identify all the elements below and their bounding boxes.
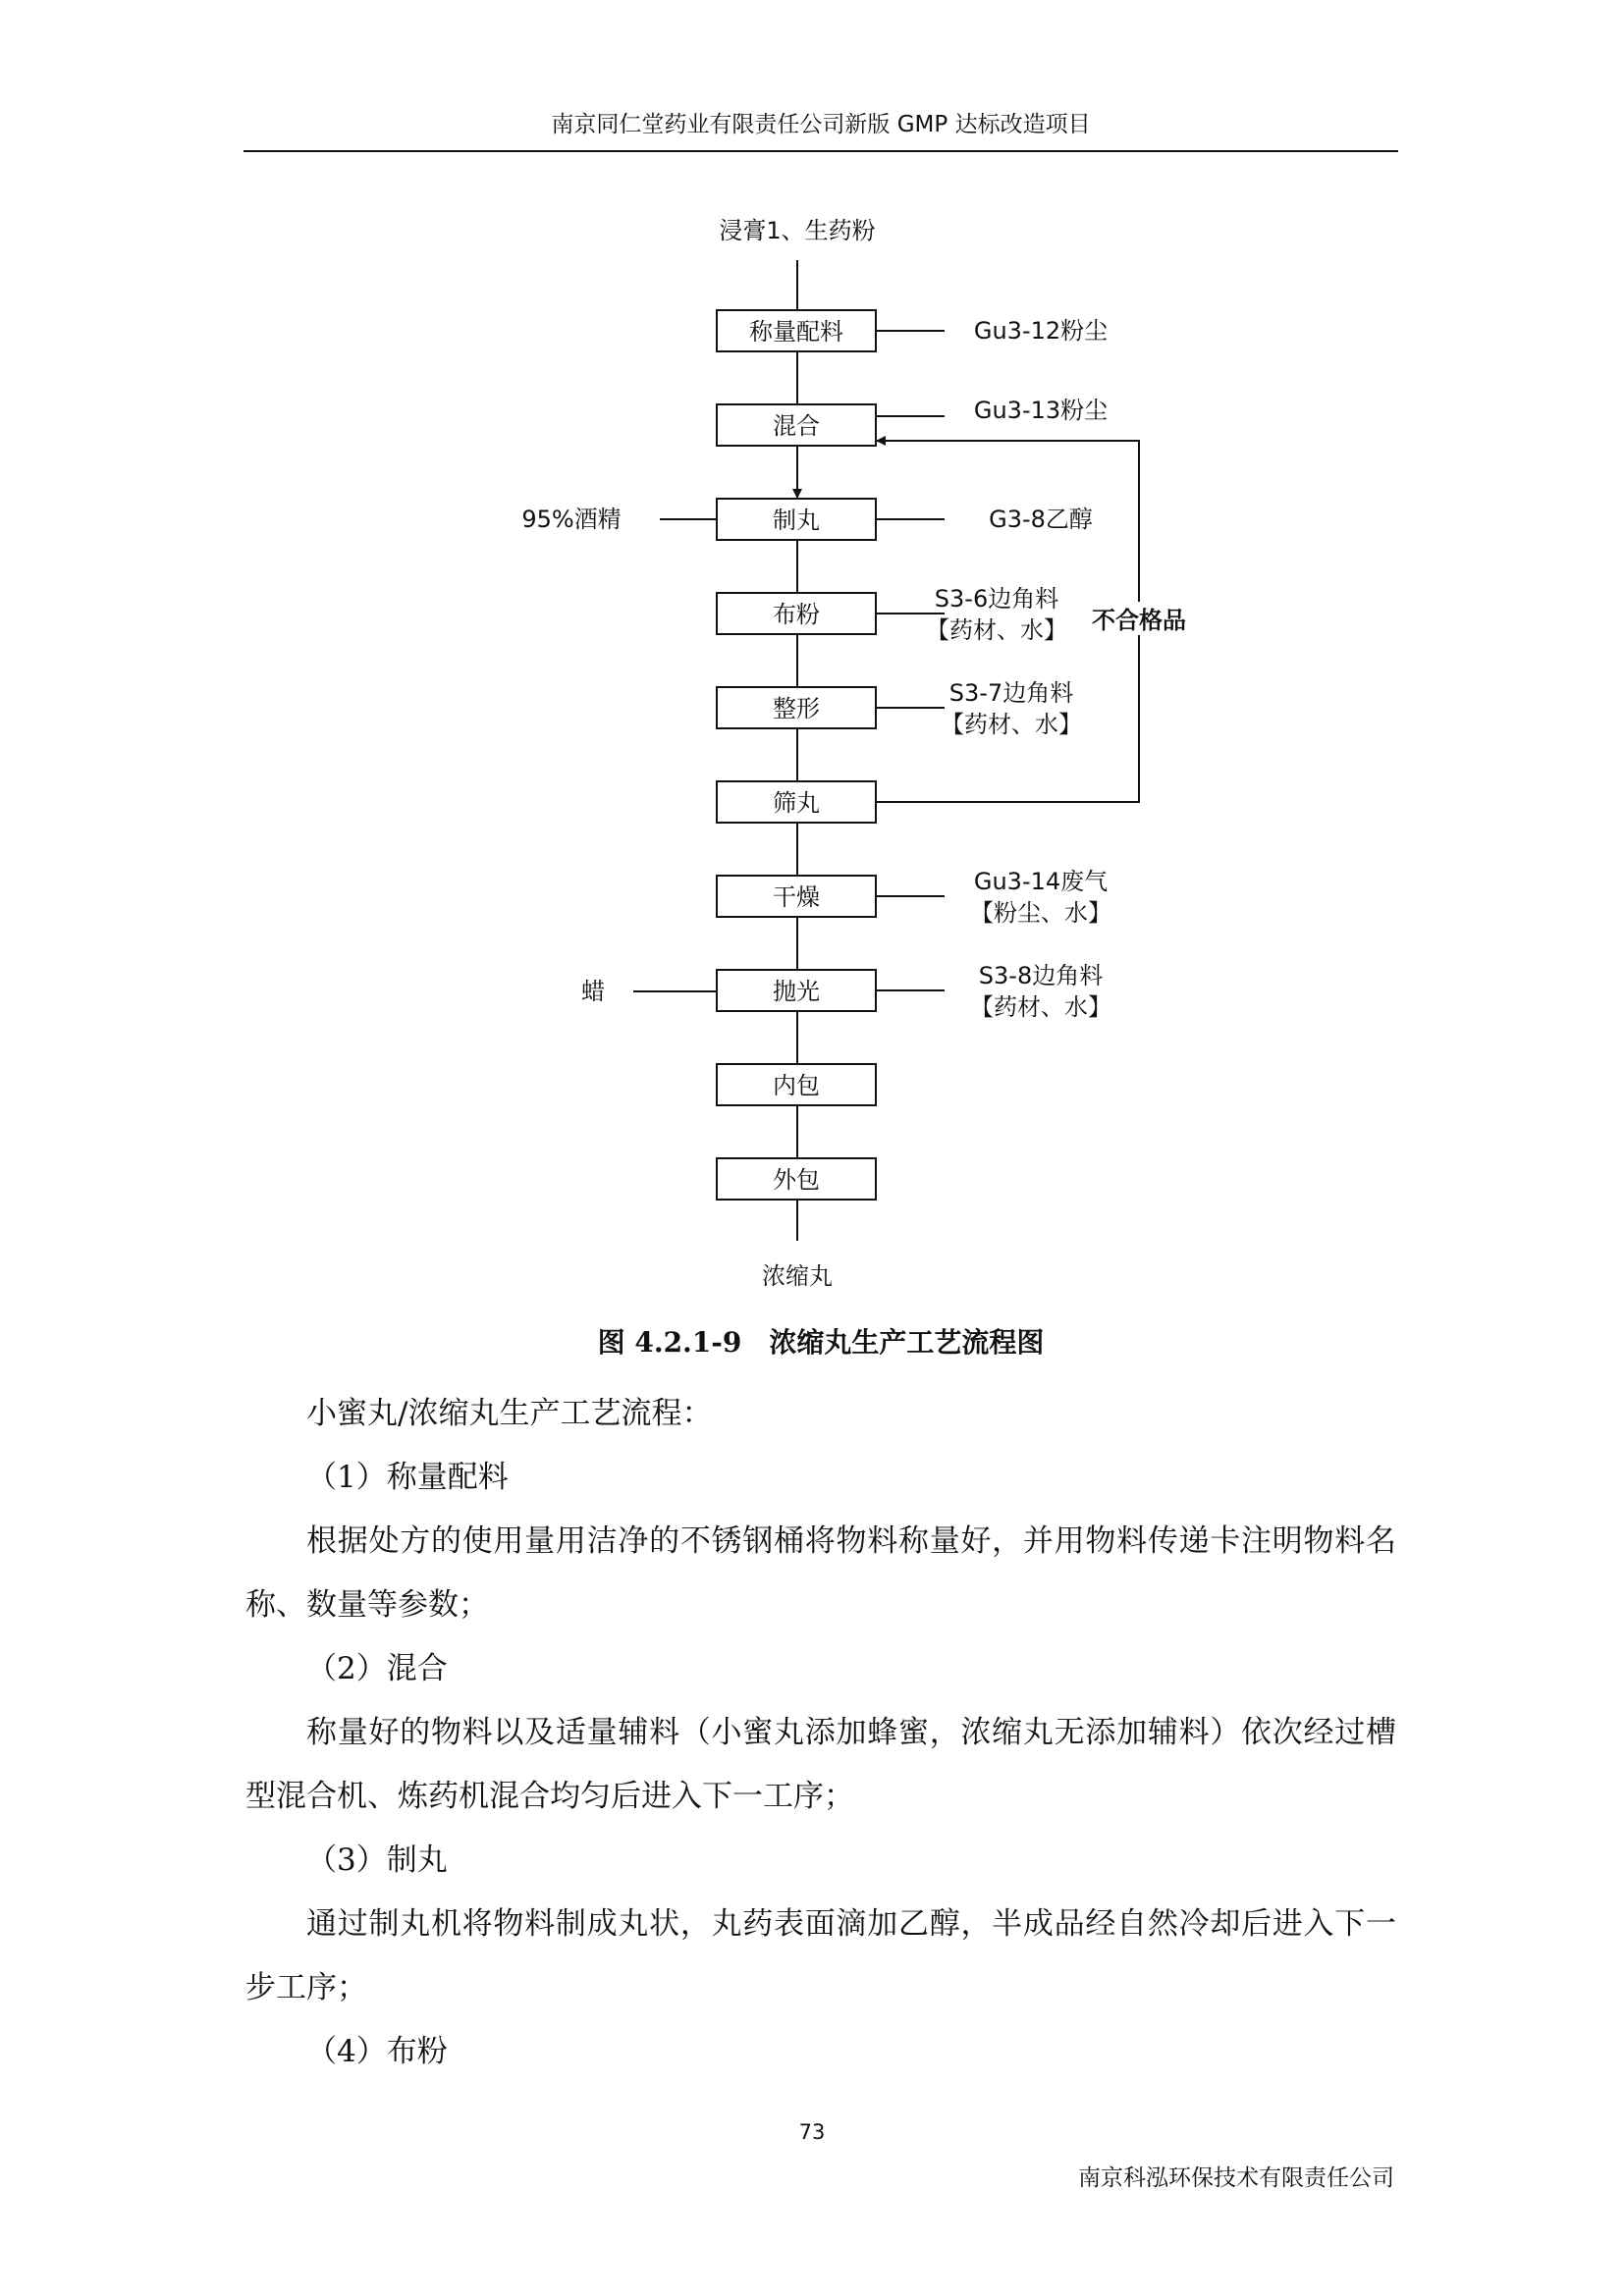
- output-s3-7-detail: 【药材、水】: [941, 711, 1082, 738]
- output-gu3-12: Gu3-12粉尘: [973, 317, 1109, 345]
- paragraph: 称量好的物料以及适量辅料（小蜜丸添加蜂蜜，浓缩丸无添加辅料）依次经过槽型混合机、炼药机混合均匀后进入下一工序；: [245, 1715, 1396, 1814]
- step-label: 抛光: [773, 978, 820, 1005]
- output-gu3-14: Gu3-14废气: [973, 868, 1109, 895]
- page-number: 73: [798, 2120, 826, 2144]
- step-box-hunhe: [717, 404, 876, 446]
- paragraph: 通过制丸机将物料制成丸状，丸药表面滴加乙醇，半成品经自然冷却后进入下一步工序；: [245, 1906, 1396, 2005]
- output-g3-8: G3-8乙醇: [989, 506, 1093, 533]
- output-s3-6-detail: 【药材、水】: [926, 616, 1067, 644]
- step-box-zhengxing: [717, 687, 876, 728]
- step-label: 内包: [773, 1072, 820, 1099]
- paragraph: 根据处方的使用量用洁净的不锈钢桶将物料称量好，并用物料传递卡注明物料名称、数量等参数；: [245, 1523, 1396, 1623]
- step-box-shaiwan: [717, 781, 876, 823]
- step-label: 称量配料: [749, 318, 843, 346]
- figure-caption: 图 4.2.1-9 浓缩丸生产工艺流程图: [597, 1326, 1045, 1359]
- output-s3-8-detail: 【药材、水】: [970, 993, 1111, 1021]
- output-s3-8: S3-8边角料: [978, 962, 1104, 989]
- step-box-bufen: [717, 593, 876, 634]
- step-box-waibao: [717, 1158, 876, 1200]
- body-text: [245, 1382, 1396, 2084]
- paragraph: （4）布粉: [306, 2034, 448, 2069]
- step-box-ganzao: [717, 876, 876, 917]
- output-gu3-14-detail: 【粉尘、水】: [970, 899, 1111, 927]
- step-box-neibao: [717, 1064, 876, 1105]
- paragraph: （1）称量配料: [306, 1460, 509, 1495]
- paragraph: （2）混合: [306, 1651, 448, 1686]
- output-gu3-13: Gu3-13粉尘: [973, 397, 1109, 424]
- left-input-wax: 蜡: [581, 978, 605, 1005]
- running-footer: 南京科泓环保技术有限责任公司: [1078, 2165, 1394, 2191]
- step-label: 布粉: [773, 601, 820, 628]
- step-label: 筛丸: [773, 789, 820, 817]
- step-label: 制丸: [773, 507, 820, 534]
- paragraph: （3）制丸: [306, 1842, 448, 1878]
- running-header: 南京同仁堂药业有限责任公司新版 GMP 达标改造项目: [551, 112, 1091, 137]
- flow-output-text: 浓缩丸: [762, 1262, 833, 1290]
- paragraph: 小蜜丸/浓缩丸生产工艺流程：: [306, 1396, 713, 1431]
- step-label: 干燥: [773, 883, 820, 911]
- output-s3-6: S3-6边角料: [934, 585, 1059, 613]
- left-input-alcohol: 95%酒精: [521, 506, 622, 533]
- step-box-zhiwan: [717, 499, 876, 540]
- step-box-paoguang: [717, 970, 876, 1011]
- loop-label-reject: 不合格品: [1092, 607, 1186, 634]
- step-label: 整形: [773, 695, 820, 722]
- step-box-chengliang: [717, 310, 876, 351]
- step-label: 外包: [773, 1166, 820, 1194]
- output-s3-7: S3-7边角料: [948, 679, 1074, 707]
- step-label: 混合: [773, 412, 820, 440]
- flow-input-text: 浸膏1、生药粉: [719, 217, 876, 244]
